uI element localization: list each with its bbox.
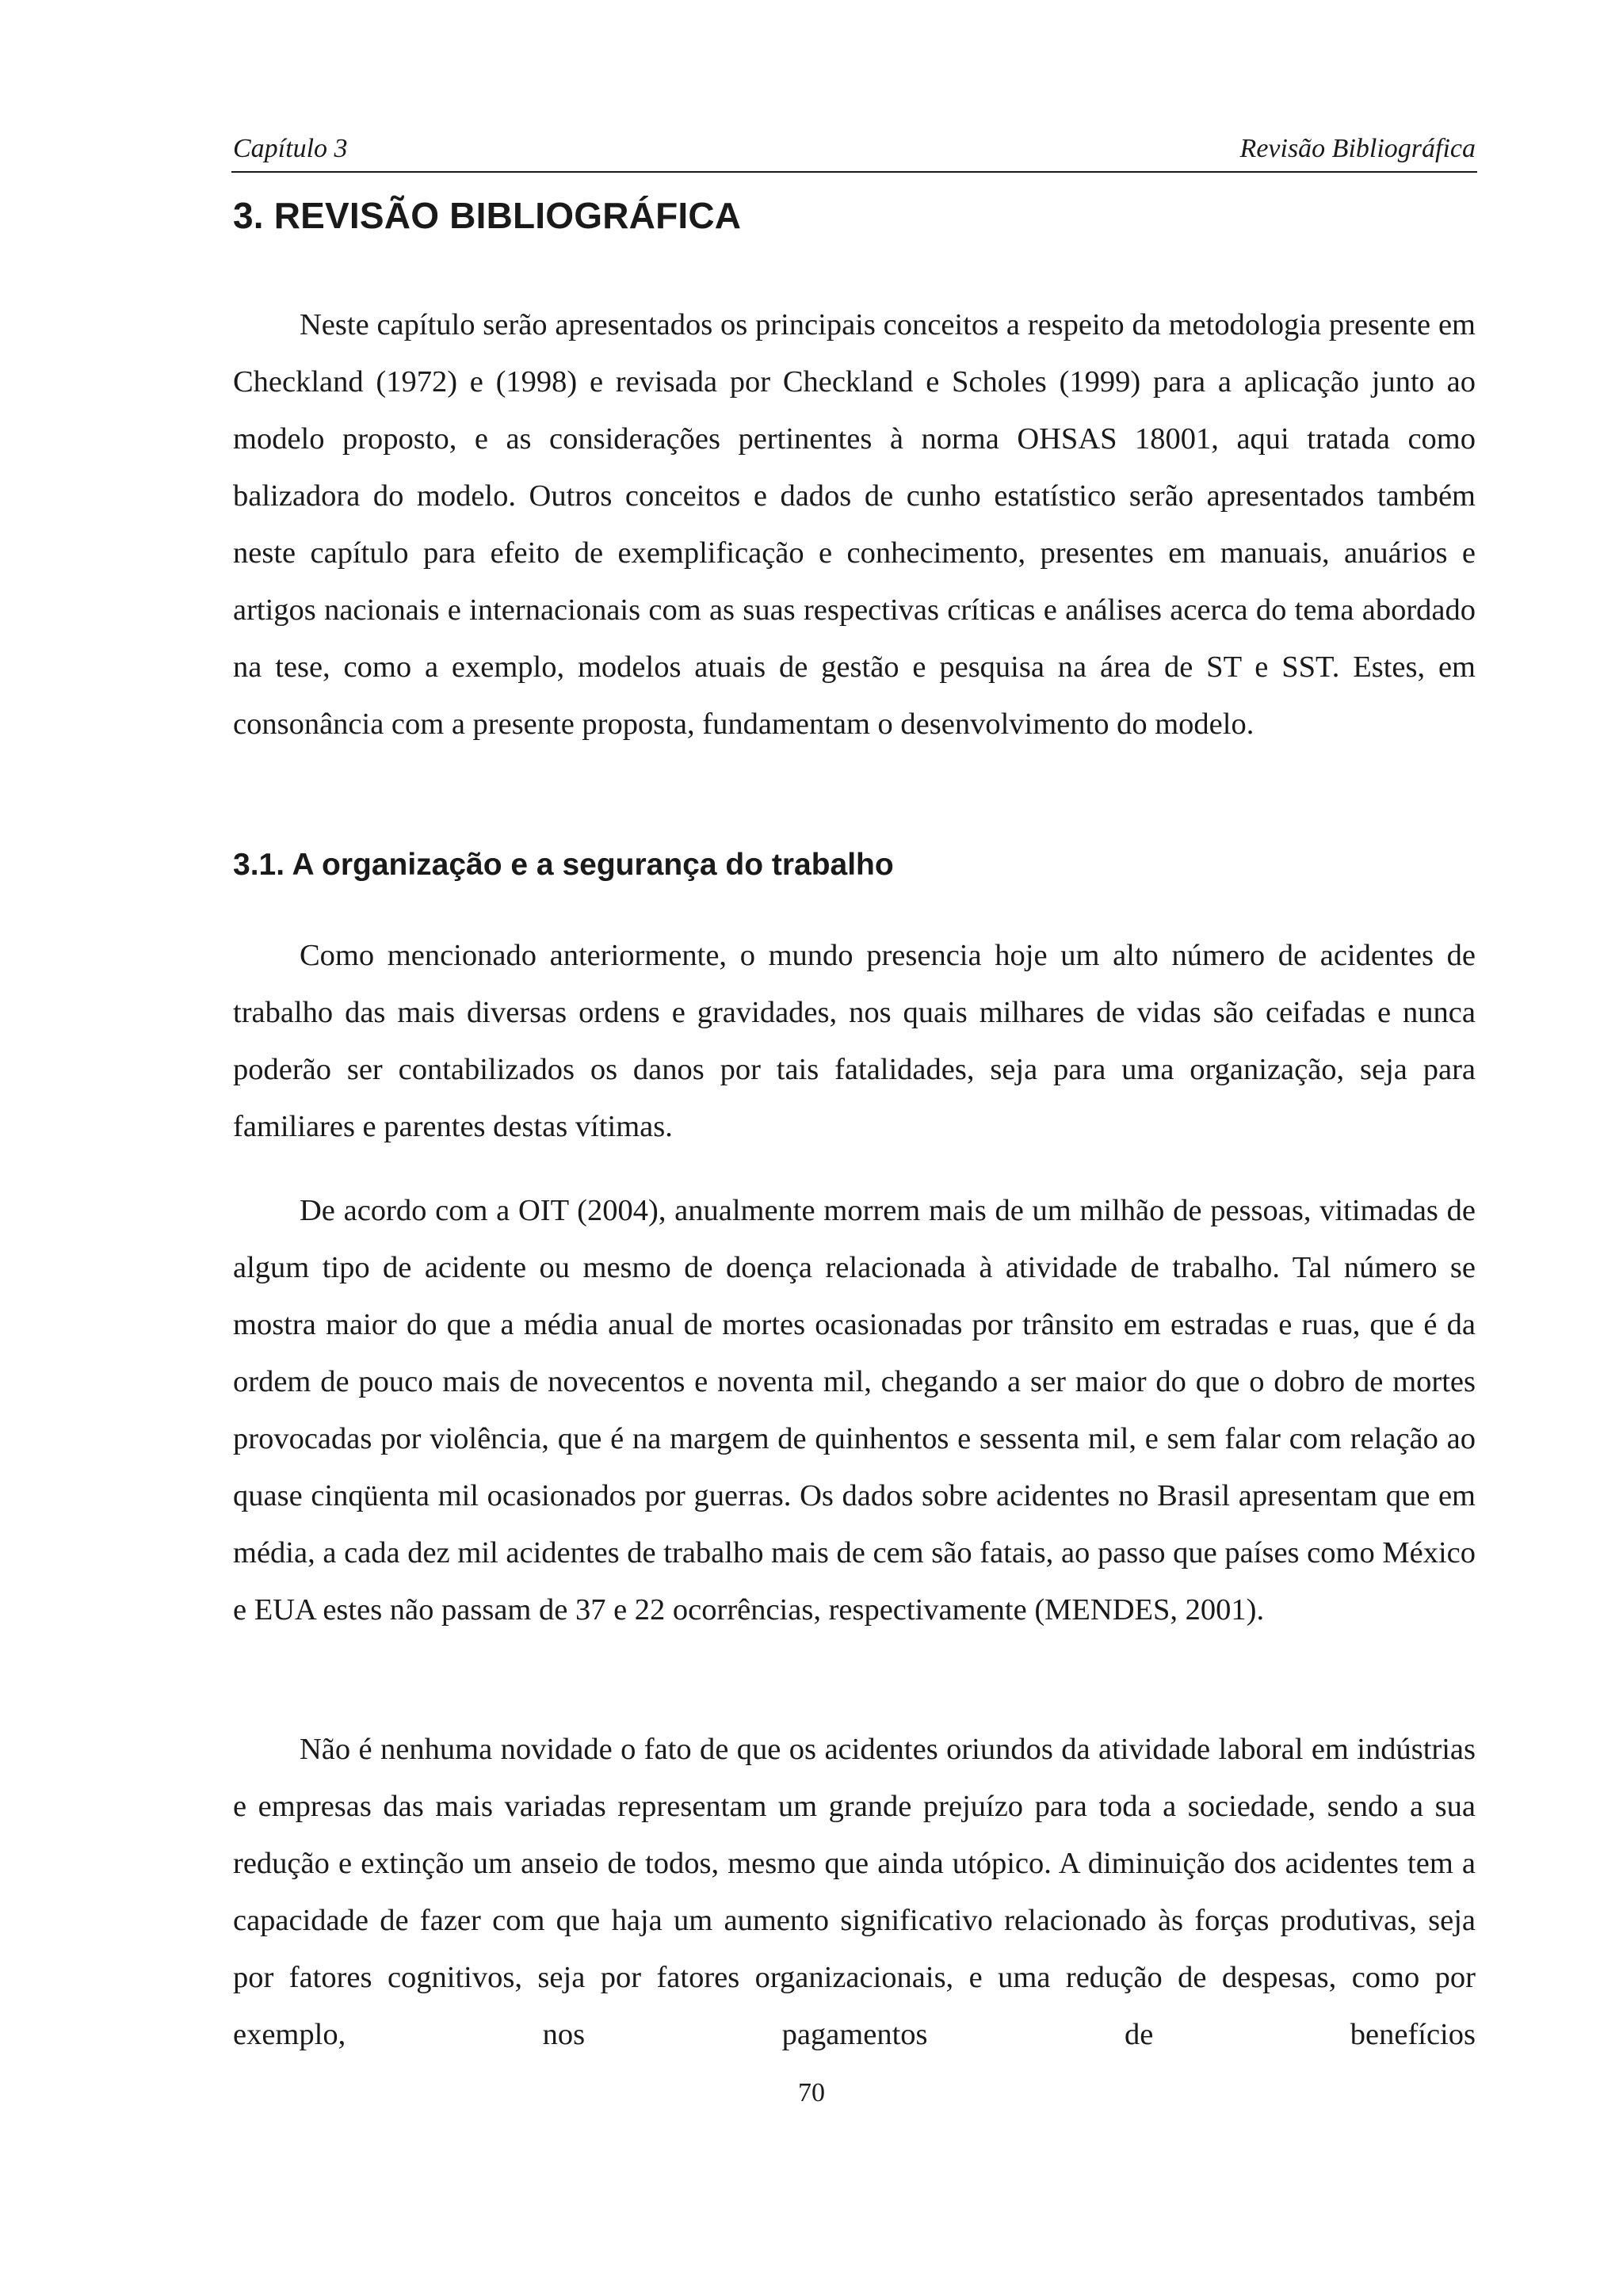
section-paragraph-1: Como mencionado anteriormente, o mundo presencia hoje um alto número de acidentes de trabalho das mais diversas ordens e gravidades, nos quais milhares de vidas são ceifadas e nunca poderão ser contabilizados os danos por tais fatalidades, seja para uma organização, seja para familiares e parentes destas vítimas. (233, 939, 1476, 1143)
intro-paragraph: Neste capítulo serão apresentados os principais conceitos a respeito da metodologia presente em Checkland (1972) e (1998) e revisada por Checkland e Scholes (1999) para a aplicação junto ao modelo proposto, e as considerações pertinentes à norma OHSAS 18001, aqui tratada como balizadora do modelo. Outros conceitos e dados de cunho estatístico serão apresentados também neste capítulo para efeito de exemplificação e conhecimento, presentes em manuais, anuários e artigos nacionais e internacionais com as suas respectivas críticas e análises acerca do tema abordado na tese, como a exemplo, modelos atuais de gestão e pesquisa na área de ST e SST. Estes, em consonância com a presente proposta, fundamentam o desenvolvimento do modelo. (233, 308, 1476, 741)
section-title: 3.1. A organização e a segurança do trabalho (233, 848, 894, 882)
page-number: 70 (798, 2078, 825, 2107)
header-section-label: Revisão Bibliográfica (1239, 134, 1476, 163)
running-header (231, 132, 1477, 173)
section-paragraph-2: De acordo com a OIT (2004), anualmente morrem mais de um milhão de pessoas, vitimadas de algum tipo de acidente ou mesmo de doença relacionada à atividade de trabalho. Tal número se mostra maior do que a média anual de mortes ocasionadas por trânsito em estradas e ruas, que é da ordem de pouco mais de novecentos e noventa mil, chegando a ser maior do que o dobro de mortes provocadas por violência, que é na margem de quinhentos e sessenta mil, e sem falar com relação ao quase cinqüenta mil ocasionados por guerras. Os dados sobre acidentes no Brasil apresentam que em média, a cada dez mil acidentes de trabalho mais de cem são fatais, ao passo que países como México e EUA estes não passam de 37 e 22 ocorrências, respectivamente (MENDES, 2001). (233, 1194, 1476, 1627)
header-chapter-label: Capítulo 3 (233, 134, 348, 163)
section-paragraph-3: Não é nenhuma novidade o fato de que os acidentes oriundos da atividade laboral em indústrias e empresas das mais variadas representam um grande prejuízo para toda a sociedade, sendo a sua redução e extinção um anseio de todos, mesmo que ainda utópico. A diminuição dos acidentes tem a capacidade de fazer com que haja um aumento significativo relacionado às forças produtivas, seja por fatores cognitivos, seja por fatores organizacionais, e uma redução de despesas, como por exemplo, nos pagamentos de benefícios (233, 1733, 1476, 2051)
chapter-title: 3. REVISÃO BIBLIOGRÁFICA (233, 195, 742, 236)
